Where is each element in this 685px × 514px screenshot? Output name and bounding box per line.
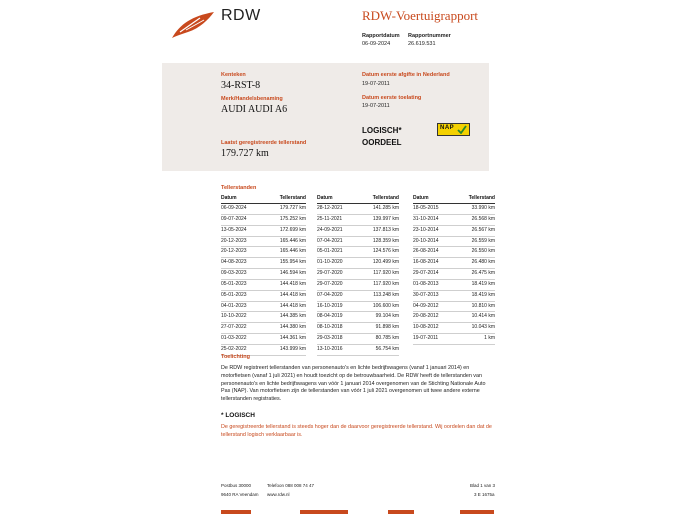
reading-date: 30-07-2013 xyxy=(413,291,439,298)
report-number: 26.619.531 xyxy=(408,41,436,47)
reading-date: 01-08-2013 xyxy=(413,280,439,287)
reading-value: 10.414 km xyxy=(471,313,495,320)
reading-date: 05-01-2021 xyxy=(317,248,343,255)
readings-column-3 xyxy=(413,195,495,345)
reading-date: 16-10-2019 xyxy=(317,302,343,309)
reading-row xyxy=(317,204,399,215)
make-label: Merk/Handelsbenaming xyxy=(221,96,283,102)
reading-value: 144.418 km xyxy=(279,302,306,309)
logisch-body: De geregistreerde tellerstand is steeds hoger dan de daarvoor geregistreerde tellerstand. Wij oordelen dan dat de tellerstand logisch verklaarbaar is. xyxy=(221,424,492,438)
footer-web[interactable]: www.rdw.nl xyxy=(267,492,290,497)
reading-value: 10.043 km xyxy=(471,324,495,331)
reading-row xyxy=(413,291,495,302)
license-plate: 34-RST-8 xyxy=(221,80,261,91)
reading-date: 04-01-2023 xyxy=(221,302,247,309)
date-header: Datum xyxy=(221,195,237,201)
reading-date: 20-12-2023 xyxy=(221,237,247,244)
reading-value: 155.954 km xyxy=(279,259,306,266)
reading-row xyxy=(317,323,399,334)
footer-phone: Telefoon 088 008 74 47 xyxy=(267,483,315,488)
reading-row xyxy=(317,226,399,237)
reading-row xyxy=(413,280,495,291)
last-reading-label: Laatst geregistreerde tellerstand xyxy=(221,140,307,146)
reading-date: 29-07-2020 xyxy=(317,270,343,277)
reading-value: 26.480 km xyxy=(471,259,495,266)
nap-badge xyxy=(437,123,470,136)
report-number-label: Rapportnummer xyxy=(408,33,451,39)
reading-value: 144.385 km xyxy=(279,313,306,320)
readings-title: Tellerstanden xyxy=(221,185,257,191)
reading-date: 19-07-2011 xyxy=(413,335,439,342)
readings-header xyxy=(221,195,306,204)
reading-row xyxy=(221,204,306,215)
reading-date: 25-02-2022 xyxy=(221,345,247,352)
reading-row xyxy=(317,258,399,269)
reading-row xyxy=(221,302,306,313)
vehicle-make: AUDI AUDI A6 xyxy=(221,104,288,115)
report-date-label: Rapportdatum xyxy=(362,33,400,39)
reading-value: 120.499 km xyxy=(372,259,399,266)
reading-date: 24-09-2021 xyxy=(317,226,343,233)
reading-value: 143.999 km xyxy=(279,345,306,352)
value-header: Tellerstand xyxy=(279,195,306,201)
reading-row xyxy=(221,323,306,334)
reading-value: 1 km xyxy=(484,335,495,342)
reading-date: 29-07-2014 xyxy=(413,270,439,277)
reading-row xyxy=(413,334,495,345)
footer-accent-bar xyxy=(460,510,494,514)
reading-value: 18.419 km xyxy=(471,291,495,298)
reading-value: 165.446 km xyxy=(279,237,306,244)
reading-row xyxy=(317,237,399,248)
reading-date: 05-01-2023 xyxy=(221,291,247,298)
reading-date: 20-10-2014 xyxy=(413,237,439,244)
explanation-title: Toelichting xyxy=(221,354,250,360)
reading-value: 179.727 km xyxy=(279,205,306,211)
reading-row xyxy=(221,258,306,269)
reading-value: 128.359 km xyxy=(372,237,399,244)
reading-date: 04-09-2012 xyxy=(413,302,439,309)
reading-row xyxy=(317,334,399,345)
reading-row xyxy=(317,215,399,226)
reading-date: 28-12-2021 xyxy=(317,205,343,211)
readings-column-2 xyxy=(317,195,399,356)
last-reading: 179.727 km xyxy=(221,148,269,159)
reading-row xyxy=(413,215,495,226)
reading-row xyxy=(413,302,495,313)
reading-date: 01-03-2022 xyxy=(221,335,247,342)
verdict-line-1: LOGISCH* xyxy=(362,126,402,135)
checkmark-icon xyxy=(457,125,467,134)
footer-code: 3 E 1675a xyxy=(474,492,495,497)
reading-row xyxy=(413,312,495,323)
reading-value: 117.920 km xyxy=(373,280,399,287)
reading-date: 25-11-2021 xyxy=(317,215,343,222)
reading-date: 09-07-2024 xyxy=(221,215,247,222)
reading-value: 33.990 km xyxy=(471,205,495,211)
reading-row xyxy=(413,226,495,237)
reading-value: 91.898 km xyxy=(375,324,399,331)
reading-date: 16-08-2014 xyxy=(413,259,439,266)
reading-date: 18-05-2015 xyxy=(413,205,439,211)
reading-date: 05-01-2023 xyxy=(221,280,247,287)
reading-value: 10.810 km xyxy=(471,302,495,309)
brand-name: RDW xyxy=(221,7,261,24)
reading-row xyxy=(221,291,306,302)
verdict xyxy=(362,125,402,149)
reading-row xyxy=(317,291,399,302)
reading-value: 165.446 km xyxy=(279,248,306,255)
rdw-logo-icon xyxy=(170,10,216,40)
reading-date: 10-08-2012 xyxy=(413,324,439,331)
reading-date: 04-08-2023 xyxy=(221,259,247,266)
document-title: RDW-Voertuigrapport xyxy=(362,8,479,23)
reading-value: 18.419 km xyxy=(471,280,495,287)
reading-row xyxy=(317,280,399,291)
reading-date: 31-10-2014 xyxy=(413,215,439,222)
reading-date: 08-10-2018 xyxy=(317,324,343,331)
footer-postbus: Postbus 30000 xyxy=(221,483,252,488)
reading-value: 113.248 km xyxy=(373,291,399,298)
reading-row xyxy=(413,258,495,269)
reading-value: 26.475 km xyxy=(471,270,495,277)
date-header: Datum xyxy=(413,195,429,201)
footer-city: 9640 RA Veendam xyxy=(221,492,259,497)
reading-row xyxy=(317,312,399,323)
reading-date: 07-04-2020 xyxy=(317,291,343,298)
reading-value: 141.285 km xyxy=(372,205,399,211)
reading-value: 99.104 km xyxy=(375,313,399,320)
reading-date: 10-10-2022 xyxy=(221,313,247,320)
logisch-title: * LOGISCH xyxy=(221,412,255,419)
reading-row xyxy=(221,280,306,291)
reading-date: 13-05-2024 xyxy=(221,226,247,233)
reading-value: 144.380 km xyxy=(279,324,306,331)
plate-label: Kenteken xyxy=(221,72,246,78)
reading-row xyxy=(221,334,306,345)
readings-column-1 xyxy=(221,195,306,356)
reading-row xyxy=(221,237,306,248)
footer-accent-bar xyxy=(221,510,251,514)
reading-date: 26-08-2014 xyxy=(413,248,439,255)
reading-row xyxy=(221,247,306,258)
first-admission-label: Datum eerste afgifte in Nederland xyxy=(362,72,450,78)
date-header: Datum xyxy=(317,195,333,201)
reading-value: 144.418 km xyxy=(279,280,306,287)
reading-date: 07-04-2021 xyxy=(317,237,343,244)
reading-date: 29-07-2020 xyxy=(317,280,343,287)
reading-value: 146.594 km xyxy=(279,270,306,277)
reading-value: 26.559 km xyxy=(471,237,495,244)
reading-value: 144.418 km xyxy=(279,291,306,298)
footer-accent-bar xyxy=(388,510,414,514)
footer-accent-bar xyxy=(300,510,348,514)
reading-row xyxy=(413,323,495,334)
reading-date: 13-10-2016 xyxy=(317,345,343,352)
reading-date: 01-10-2020 xyxy=(317,259,343,266)
reading-row xyxy=(317,247,399,258)
footer-page: Blad 1 van 3 xyxy=(470,483,496,488)
reading-value: 106.600 km xyxy=(372,302,399,309)
reading-row xyxy=(413,237,495,248)
reading-date: 09-03-2023 xyxy=(221,270,247,277)
reading-row xyxy=(317,302,399,313)
report-date: 06-09-2024 xyxy=(362,41,391,47)
reading-row xyxy=(413,269,495,280)
reading-date: 27-07-2022 xyxy=(221,324,247,331)
value-header: Tellerstand xyxy=(468,195,495,201)
reading-row xyxy=(317,269,399,280)
reading-value: 117.920 km xyxy=(373,270,399,277)
reading-value: 56.754 km xyxy=(375,345,399,352)
reading-value: 26.567 km xyxy=(471,226,495,233)
explanation-body: De RDW registreert tellerstanden van personenauto's en lichte bedrijfswagens (vanaf 1 januari 2014) en motorfietsen (vanaf 1 juli 2021) en houdt toezicht op de betrouwbaarheid. De RDW heeft de tellerstanden van personenauto's en lichte bedrijfswagens van vóór 1 januari 2014 overgenomen van de Stichting Nationale Auto Pas (NAP). Van motorfietsen zijn de tellerstanden van vóór 1 juli 2021 overgenomen uit twee andere externe tellerstanden registraties. xyxy=(221,365,486,403)
value-header: Tellerstand xyxy=(372,195,399,201)
reading-row xyxy=(317,345,399,356)
first-registration-date: 19-07-2011 xyxy=(362,103,390,109)
nap-badge-text: NAP xyxy=(440,125,455,131)
reading-value: 175.252 km xyxy=(279,215,306,222)
vehicle-summary-panel xyxy=(162,63,489,171)
reading-date: 20-08-2012 xyxy=(413,313,439,320)
reading-date: 29-03-2018 xyxy=(317,335,343,342)
reading-value: 144.361 km xyxy=(279,335,306,342)
reading-date: 06-09-2024 xyxy=(221,205,247,211)
first-admission-date: 19-07-2011 xyxy=(362,81,390,87)
readings-header xyxy=(413,195,495,204)
reading-row xyxy=(221,312,306,323)
reading-value: 26.568 km xyxy=(471,215,495,222)
reading-row xyxy=(221,215,306,226)
first-registration-label: Datum eerste toelating xyxy=(362,95,422,101)
reading-row xyxy=(413,204,495,215)
verdict-line-2: OORDEEL xyxy=(362,138,402,147)
reading-date: 23-10-2014 xyxy=(413,226,439,233)
reading-value: 26.550 km xyxy=(471,248,495,255)
reading-value: 137.813 km xyxy=(372,226,399,233)
readings-header xyxy=(317,195,399,204)
reading-row xyxy=(413,247,495,258)
reading-value: 139.997 km xyxy=(372,215,399,222)
reading-row xyxy=(221,226,306,237)
reading-value: 124.576 km xyxy=(372,248,399,255)
reading-value: 172.699 km xyxy=(279,226,306,233)
reading-value: 80.785 km xyxy=(375,335,399,342)
reading-date: 08-04-2019 xyxy=(317,313,343,320)
reading-date: 20-12-2023 xyxy=(221,248,247,255)
reading-row xyxy=(221,269,306,280)
